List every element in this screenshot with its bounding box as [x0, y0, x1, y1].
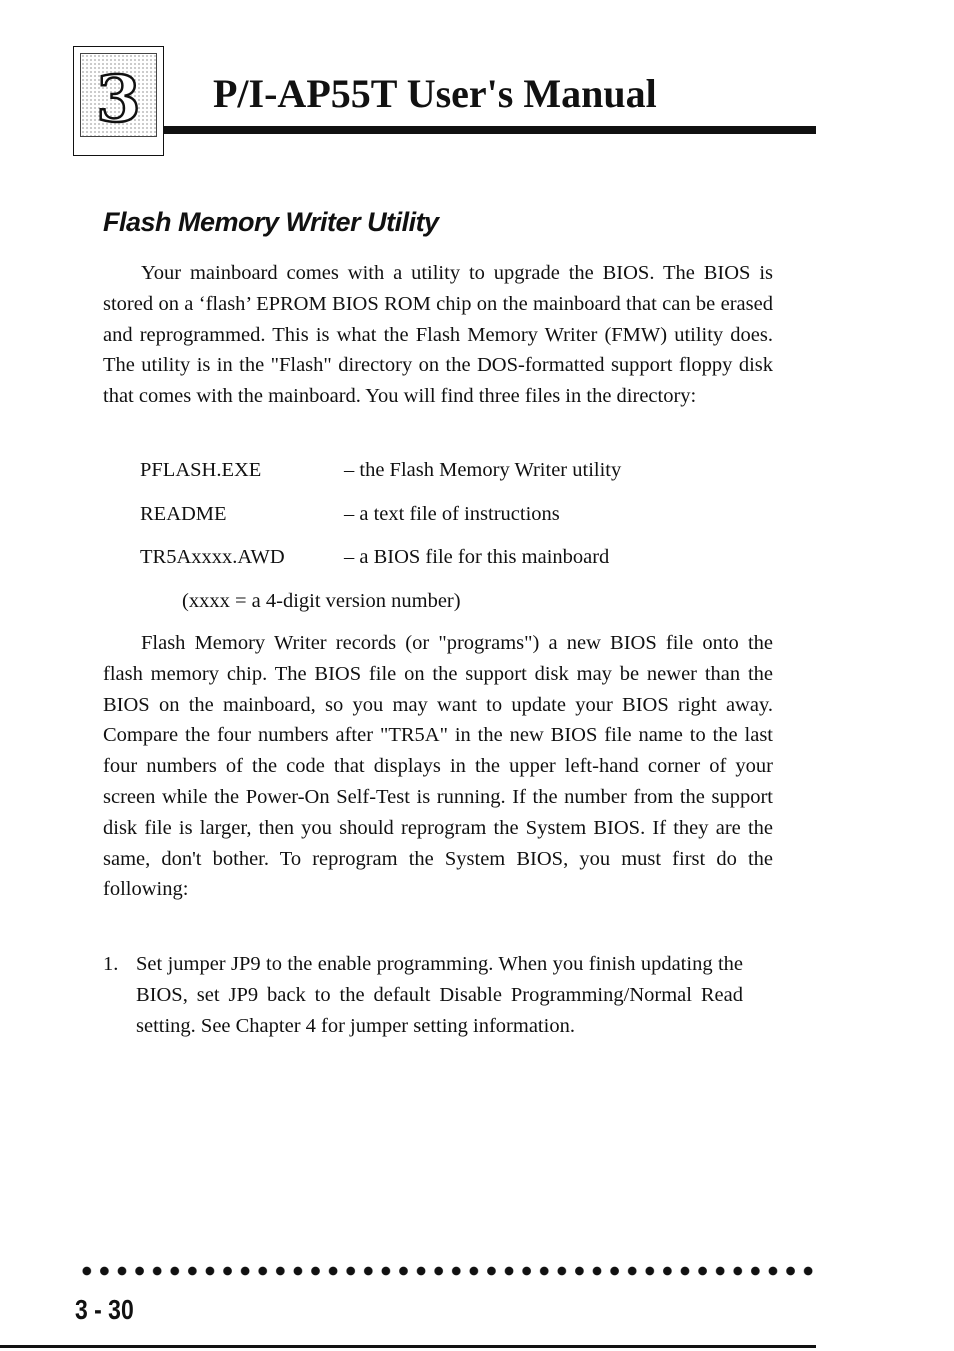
manual-title: P/I-AP55T User's Manual [213, 71, 657, 116]
file-list-item [140, 543, 609, 571]
page-number: 3 - 30 [75, 1294, 134, 1325]
file-name: TR5Axxxx.AWD [140, 546, 285, 568]
file-description: – a text file of instructions [344, 503, 560, 525]
second-paragraph: Flash Memory Writer records (or "programs") a new BIOS file onto the flash memory chip. The BIOS file on the support disk may be newer than the BIOS on the mainboard, so you may want to update your BIOS right away. Compare the four numbers after "TR5A" in the new BIOS file name to the last four numbers of the code that displays in the upper left-hand corner of your screen while the Power-On Self-Test is running. If the number from the support disk file is larger, then you should reprogram the System BIOS. If they are the same, don't bother. To reprogram the System BIOS, you must first do the following: [103, 632, 773, 901]
step-text: Set jumper JP9 to the enable programming. When you finish updating the BIOS, set JP9 back to the default Disable Programming/Normal Read setting. See Chapter 4 for jumper setting information. [136, 953, 743, 1037]
header-rule [164, 126, 816, 134]
chapter-box-pattern [80, 53, 157, 137]
footer-dot-rule [78, 1264, 818, 1278]
step-item [103, 949, 743, 1041]
chapter-number: 3 [96, 62, 141, 137]
section-title: Flash Memory Writer Utility [103, 207, 439, 237]
chapter-number-box [73, 46, 164, 156]
step-number: 1. [103, 953, 119, 975]
file-name: PFLASH.EXE [140, 459, 262, 481]
bottom-rule [0, 1345, 816, 1348]
file-list-item [140, 456, 621, 484]
version-note: (xxxx = a 4-digit version number) [182, 590, 461, 612]
file-name: README [140, 503, 227, 525]
intro-paragraph: Your mainboard comes with a utility to upgrade the BIOS. The BIOS is stored on a ‘flash’ EPROM BIOS ROM chip on the mainboard that can be erased and reprogrammed. This is what the Flash Memory Writer (FMW) utility does. The utility is in the "Flash" directory on the DOS-formatted support floppy disk that comes with the mainboard. You will find three files in the directory: [103, 262, 773, 408]
file-description: – a BIOS file for this mainboard [344, 546, 610, 568]
file-list-item [140, 500, 560, 528]
file-description: – the Flash Memory Writer utility [344, 459, 622, 481]
